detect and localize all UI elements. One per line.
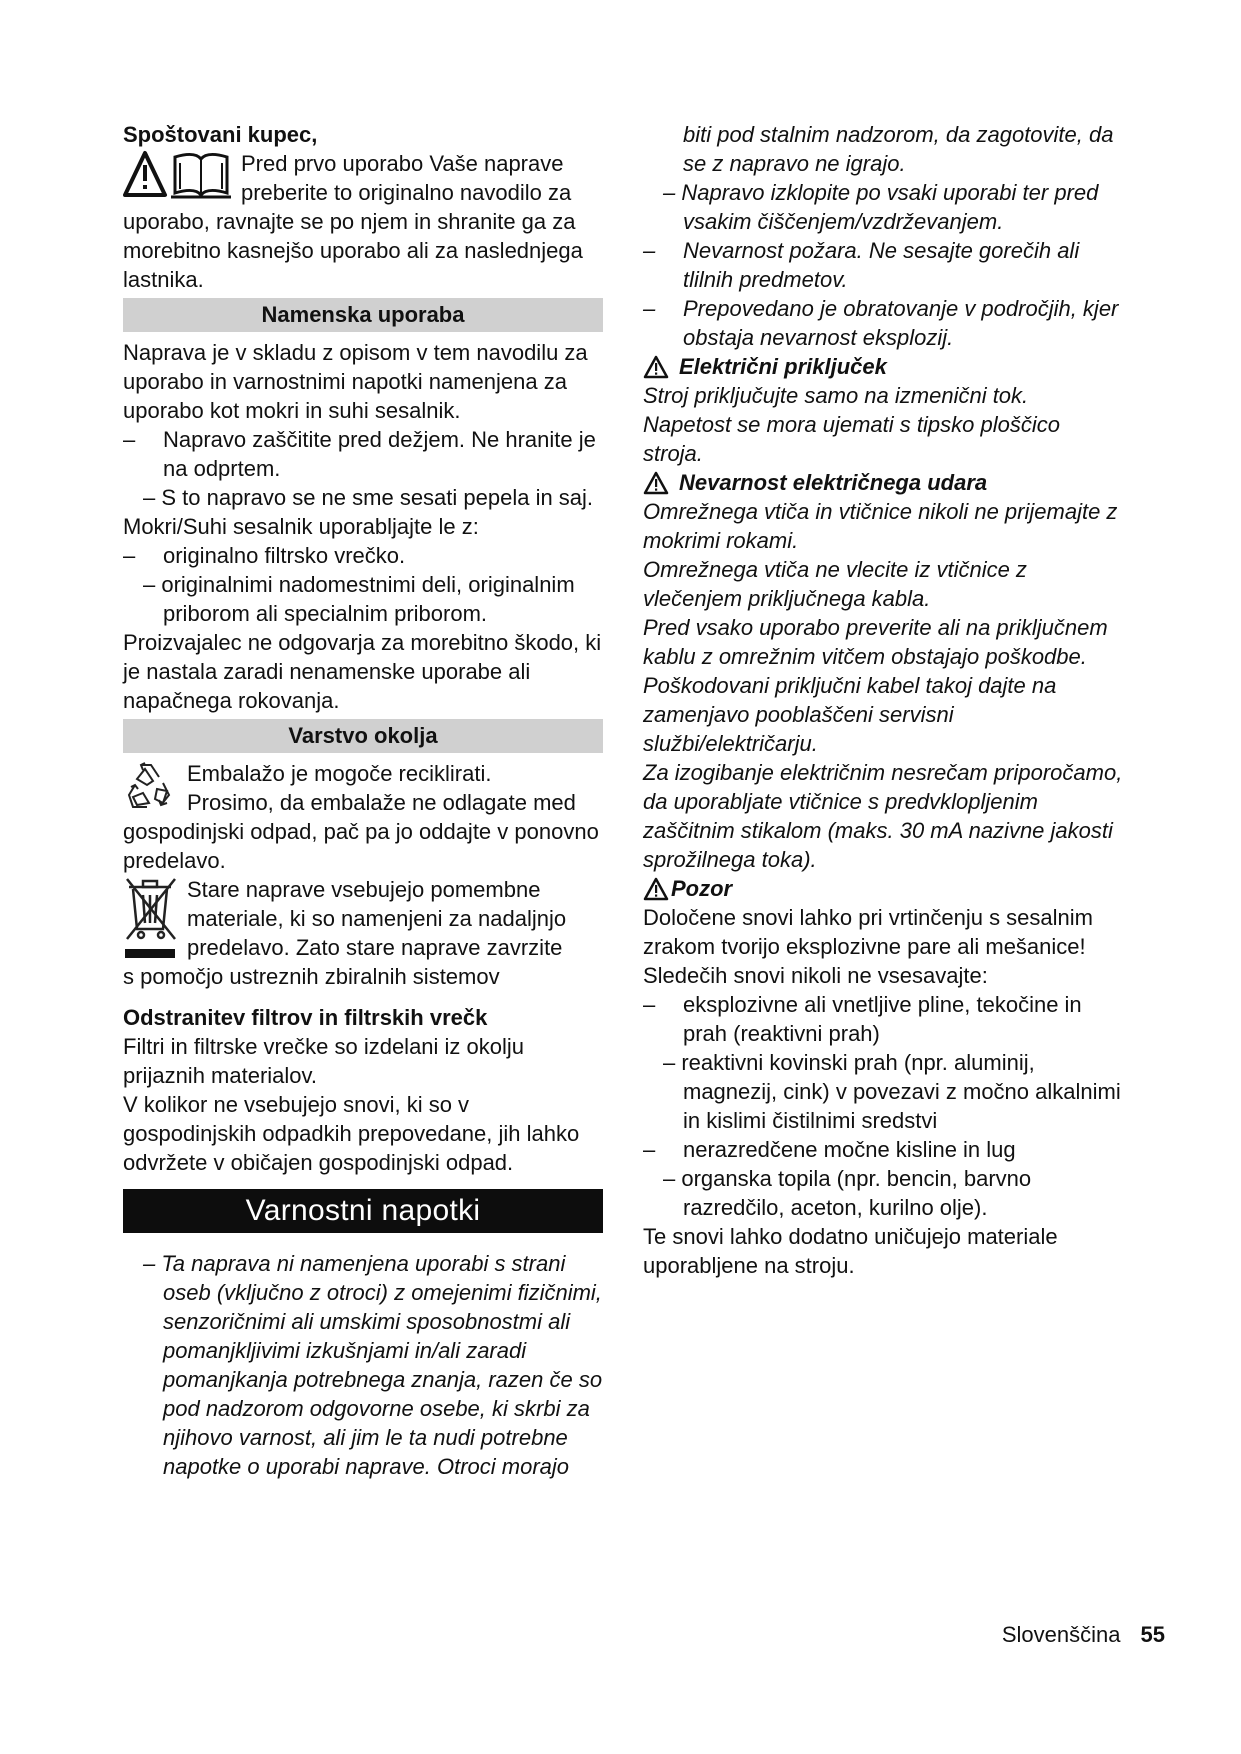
warning-icon <box>643 877 669 901</box>
caution-para-1: Določene snovi lahko pri vrtinčenju s sesalnim zrakom tvorijo eksplozivne pare ali mešanice! <box>643 905 1093 959</box>
shock-para-2: Omrežnega vtiča ne vlecite iz vtičnice z vlečenjem priključnega kabla. <box>643 557 1027 611</box>
recycle-block <box>123 759 603 817</box>
list-item: – organska topila (npr. bencin, barvno razredčilo, aceton, kurilno olje). <box>663 1166 1032 1220</box>
intended-use-para-3: Proizvajalec ne odgovarja za morebitno škodo, ki je nastala zaradi nenamenske uporabe ali napačnega rokovanja. <box>123 630 602 713</box>
warning-read-manual-icon <box>123 149 233 199</box>
recycle-icon <box>123 759 179 813</box>
list-item-text: Nevarnost požara. Ne sesajte gorečih ali tlilnih predmetov. <box>683 238 1080 292</box>
intro-line-2: preberite to originalno navodilo za <box>241 180 572 205</box>
list-item <box>643 294 1123 352</box>
filters-para-2: V kolikor ne vsebujejo snovi, ki so v gospodinjskih odpadkih prepovedane, jih lahko odvržete v običajen gospodinjski odpad. <box>123 1092 580 1175</box>
list-item <box>123 541 603 570</box>
list-item-text: eksplozivne ali vnetljive pline, tekočine in prah (reaktivni prah) <box>683 992 1082 1046</box>
list-item <box>123 425 603 483</box>
weee-line-1: Stare naprave vsebujejo pomembne <box>187 877 541 902</box>
crossed-bin-icon <box>123 875 179 959</box>
safety-continuation: biti pod stalnim nadzorom, da zagotovite, da se z napravo ne igrajo. <box>683 122 1114 176</box>
dash-glyph: – <box>123 543 136 568</box>
list-item <box>643 1135 1123 1164</box>
page-number: 55 <box>1140 1622 1165 1647</box>
list-item: – S to napravo se ne sme sesati pepela in saj. <box>143 485 594 510</box>
right-column <box>643 120 1123 1280</box>
electric-shock-title: Nevarnost električnega udara <box>679 470 988 495</box>
list-item: – Ta naprava ni namenjena uporabi s strani oseb (vključno z otroci) z omejenimi fizičnimi, senzoričnimi ali umskimi sposobnostmi ali pomanjkljivimi izkušnjami in/ali zaradi pomanjkanja potrebnega znanja, razen če so pod nadzorom odgovorne osebe, ki skrbi za njihovo varnost, ali jim le ta nudi potrebne napotke o uporabi naprave. Otroci morajo <box>143 1251 603 1479</box>
weee-line-2: materiale, ki so namenjeni za nadaljnjo <box>187 906 567 931</box>
section-heading-environment: Varstvo okolja <box>123 719 603 753</box>
list-item-text: nerazredčene močne kisline in lug <box>683 1137 1016 1162</box>
electrical-connection-title: Električni priključek <box>679 354 887 379</box>
list-item: – reaktivni kovinski prah (npr. aluminij, magnezij, cink) v povezavi z močno alkalnimi in kislimi čistilnimi sredstvi <box>663 1050 1121 1133</box>
intended-use-para: Naprava je v skladu z opisom v tem navodilu za uporabo in varnostnimi napotki namenjena za uporabo kot mokri in suhi sesalnik. <box>123 340 588 423</box>
weee-rest: s pomočjo ustreznih zbiralnih sistemov <box>123 964 500 989</box>
dash-glyph: – <box>643 1137 656 1162</box>
weee-block <box>123 875 603 962</box>
greeting: Spoštovani kupec, <box>123 122 318 147</box>
footer-language: Slovenščina <box>1001 1622 1121 1647</box>
intro-line-1: Pred prvo uporabo Vaše naprave <box>241 151 564 176</box>
intro-block <box>123 149 603 207</box>
warning-icon <box>643 471 669 495</box>
intended-use-para-2: Mokri/Suhi sesalnik uporabljajte le z: <box>123 514 479 539</box>
intro-rest: uporabo, ravnajte se po njem in shranite ga za morebitno kasnejšo uporabo ali za naslednjega lastnika. <box>123 209 583 292</box>
weee-line-3: predelavo. Zato stare naprave zavrzite <box>187 935 563 960</box>
list-item-text: Prepovedano je obratovanje v področjih, kjer obstaja nevarnost eksplozij. <box>683 296 1119 350</box>
list-item <box>643 990 1123 1048</box>
left-column <box>123 120 603 1481</box>
filters-heading: Odstranitev filtrov in filtrskih vrečk <box>123 1005 488 1030</box>
shock-para-1: Omrežnega vtiča in vtičnice nikoli ne prijemajte z mokrimi rokami. <box>643 499 1118 553</box>
warning-icon <box>643 355 669 379</box>
electric-shock-heading <box>643 468 1123 497</box>
list-item: – originalnimi nadomestnimi deli, originalnim priborom ali specialnim priborom. <box>143 572 575 626</box>
electrical-para-1: Stroj priključujte samo na izmenični tok. <box>643 383 1029 408</box>
list-item-text: Napravo zaščitite pred dežjem. Ne hranite je na odprtem. <box>163 427 596 481</box>
dash-glyph: – <box>123 427 136 452</box>
electrical-connection-heading <box>643 352 1123 381</box>
electrical-para-2: Napetost se mora ujemati s tipsko ploščico stroja. <box>643 412 1060 466</box>
section-heading-intended-use: Namenska uporaba <box>123 298 603 332</box>
recycle-line-2: Prosimo, da embalaže ne odlagate med <box>187 790 576 815</box>
shock-para-4: Za izogibanje električnim nesrečam priporočamo, da uporabljate vtičnice s predvklopljenim zaščitnim stikalom (maks. 30 mA nazivne jakosti sprožilnega toka). <box>643 760 1123 872</box>
recycle-line-1: Embalažo je mogoče reciklirati. <box>187 761 492 786</box>
caution-heading <box>643 874 1123 903</box>
shock-para-3: Pred vsako uporabo preverite ali na priključnem kablu z omrežnim vitčem obstajajo poškodbe. Poškodovani priključni kabel takoj dajte na zamenjavo pooblaščeni servisni službi/električarju. <box>643 615 1108 756</box>
caution-para-2: Sledečih snovi nikoli ne vsesavajte: <box>643 963 988 988</box>
caution-para-3: Te snovi lahko dodatno uničujejo materiale uporabljene na stroju. <box>643 1224 1058 1278</box>
dash-glyph: – <box>643 296 656 321</box>
section-heading-safety: Varnostni napotki <box>123 1189 603 1233</box>
caution-title: Pozor <box>671 876 733 901</box>
dash-glyph: – <box>643 238 656 263</box>
page-footer <box>1002 1620 1165 1649</box>
recycle-rest: gospodinjski odpad, pač pa jo oddajte v ponovno predelavo. <box>123 819 599 873</box>
list-item-text: originalno filtrsko vrečko. <box>163 543 406 568</box>
filters-para-1: Filtri in filtrske vrečke so izdelani iz okolju prijaznih materialov. <box>123 1034 525 1088</box>
list-item: – Napravo izklopite po vsaki uporabi ter pred vsakim čiščenjem/vzdrževanjem. <box>663 180 1099 234</box>
dash-glyph: – <box>643 992 656 1017</box>
list-item <box>643 236 1123 294</box>
